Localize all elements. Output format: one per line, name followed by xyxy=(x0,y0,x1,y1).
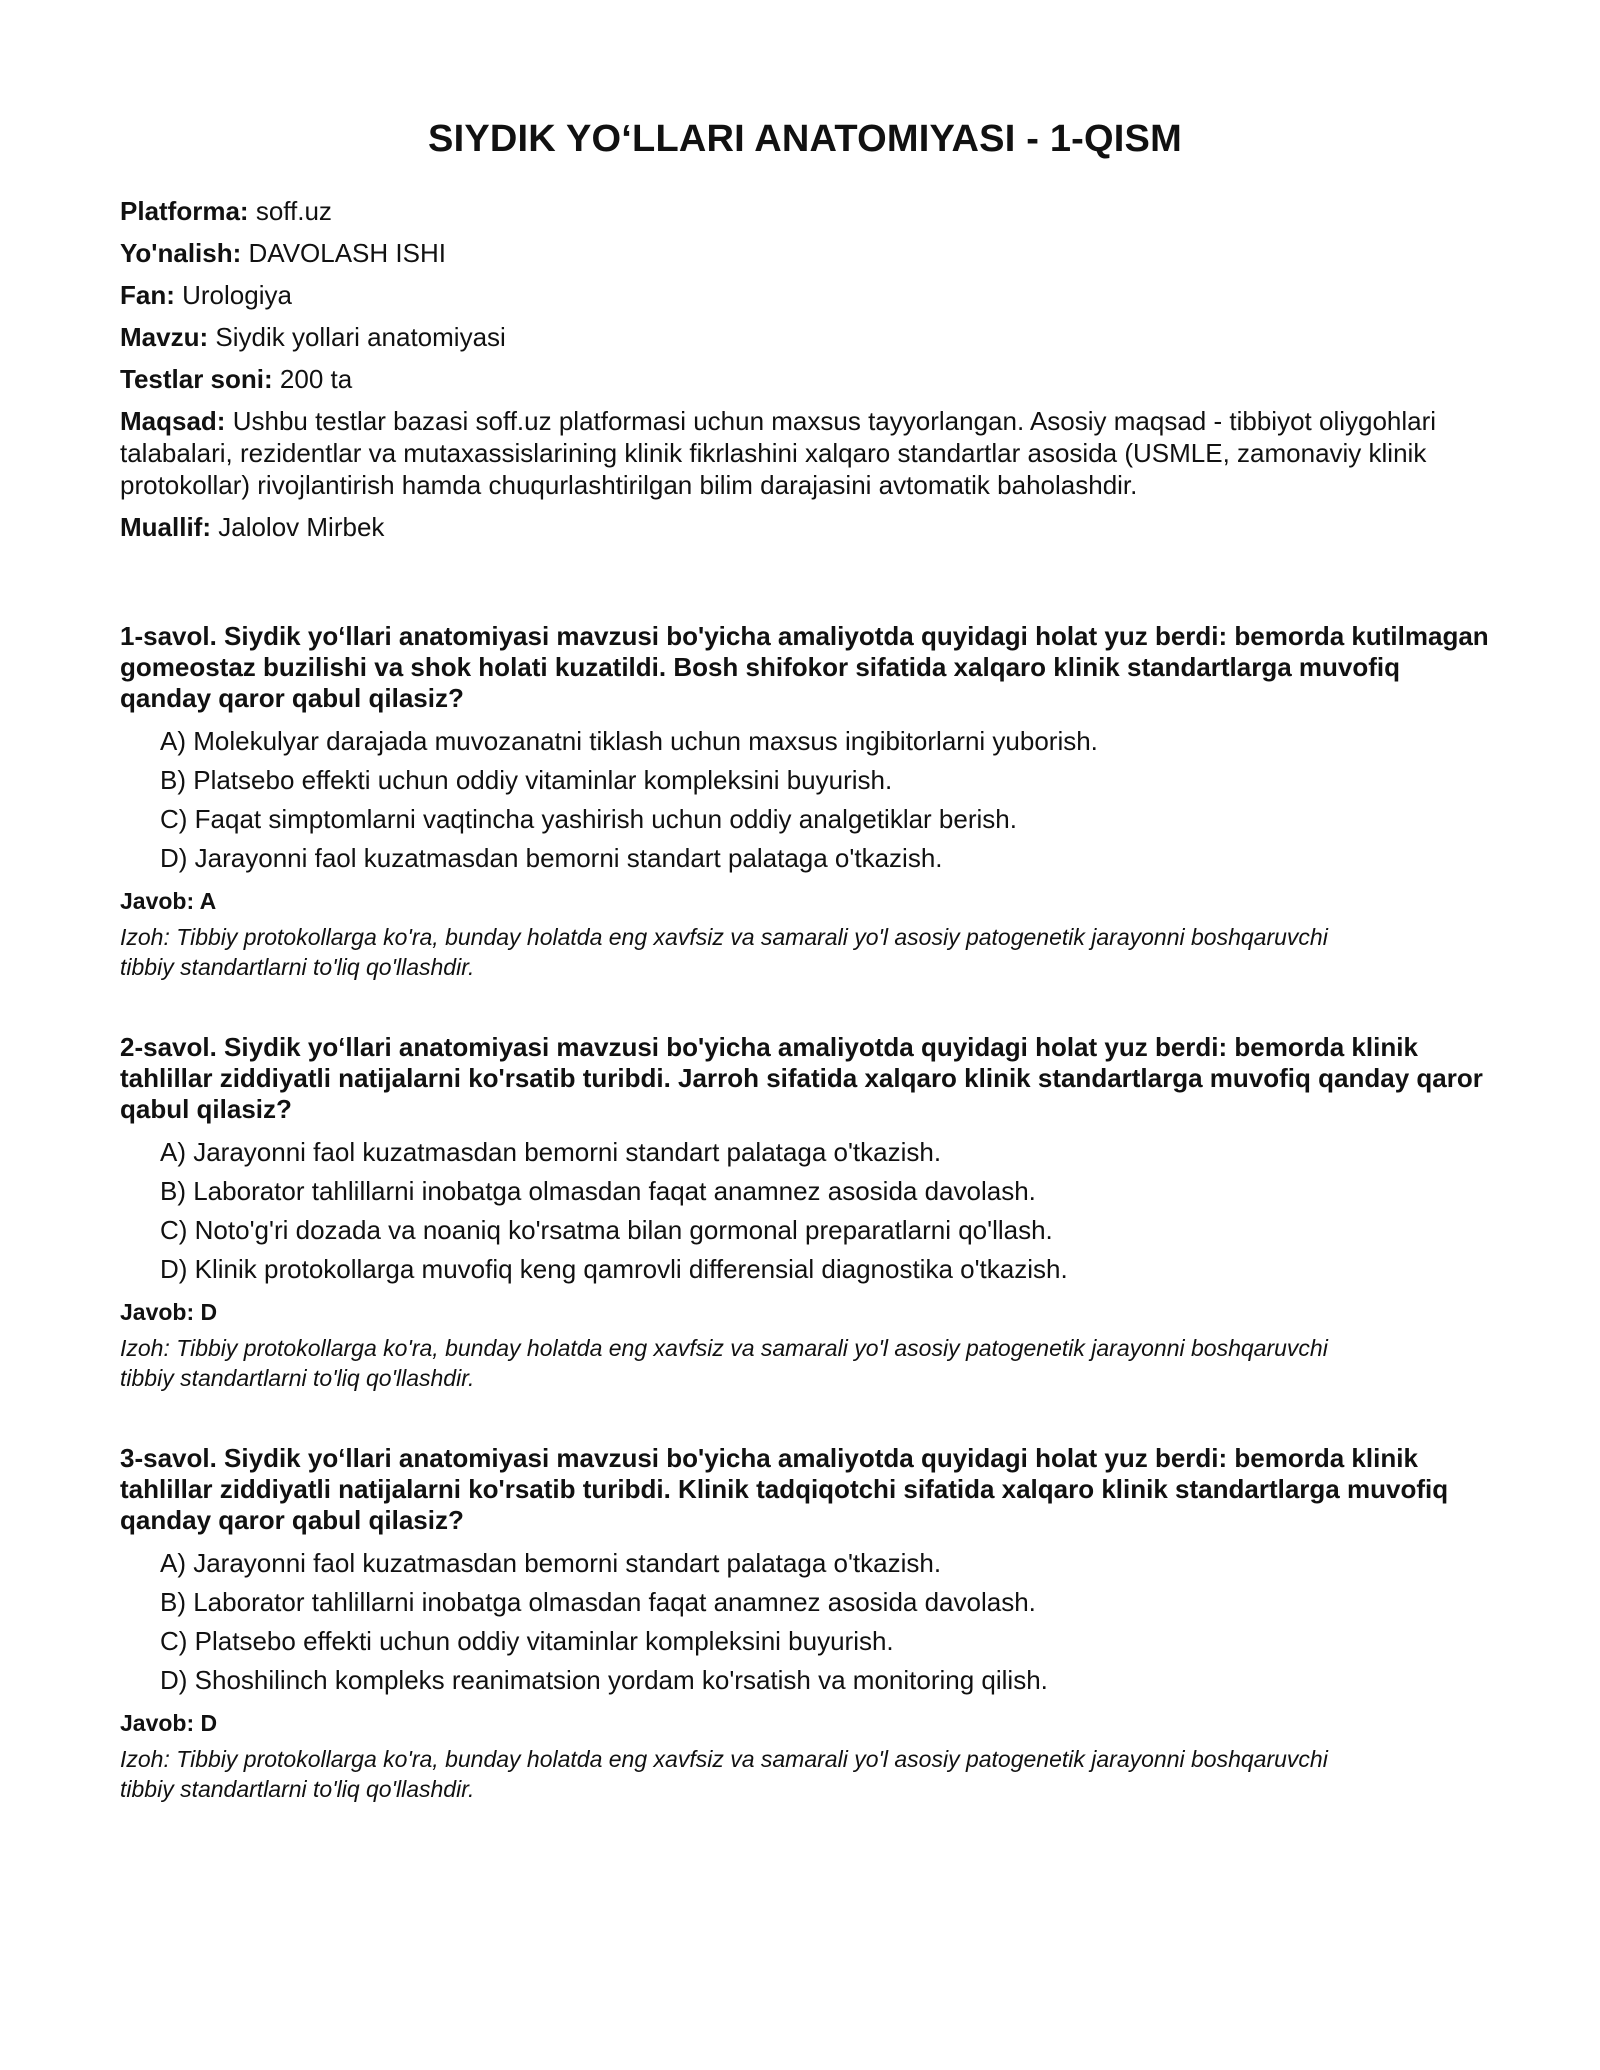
options-list xyxy=(120,1137,1490,1285)
meta-label: Fan: xyxy=(120,280,175,310)
explanation-text: Izoh: Tibbiy protokollarga ko'ra, bunday holatda eng xavfsiz va samarali yo'l asosiy patogenetik jarayonni boshqaruvchi tibbiy standartlarni to'liq qo'llashdir. xyxy=(120,924,1328,980)
meta-topic xyxy=(120,321,1490,353)
explanation-text: Izoh: Tibbiy protokollarga ko'ra, bunday holatda eng xavfsiz va samarali yo'l asosiy patogenetik jarayonni boshqaruvchi tibbiy standartlarni to'liq qo'llashdir. xyxy=(120,1746,1328,1802)
meta-label: Yo'nalish: xyxy=(120,238,242,268)
question-1 xyxy=(120,621,1490,982)
option-a: A) Molekulyar darajada muvozanatni tiklash uchun maxsus ingibitorlarni yuborish. xyxy=(160,726,1098,756)
option-b: B) Platsebo effekti uchun oddiy vitaminlar kompleksini buyurish. xyxy=(160,765,893,795)
option-d: D) Jarayonni faol kuzatmasdan bemorni standart palataga o'tkazish. xyxy=(160,843,943,873)
meta-value: 200 ta xyxy=(279,364,353,394)
meta-value: Jalolov Mirbek xyxy=(218,512,385,542)
answer-label: Javob: A xyxy=(120,888,217,914)
meta-direction xyxy=(120,237,1490,269)
meta-platform xyxy=(120,195,1490,227)
option-a: A) Jarayonni faol kuzatmasdan bemorni standart palataga o'tkazish. xyxy=(160,1137,942,1167)
answer-label: Javob: D xyxy=(120,1710,218,1736)
meta-label: Maqsad: xyxy=(120,406,226,436)
meta-label: Mavzu: xyxy=(120,322,209,352)
option-c: C) Platsebo effekti uchun oddiy vitaminlar kompleksini buyurish. xyxy=(160,1626,894,1656)
document-page xyxy=(120,118,1490,1854)
meta-value: Ushbu testlar bazasi soff.uz platformasi uchun maxsus tayyorlangan. Asosiy maqsad - tibbiyot oliygohlari talabalari, rezidentlar va mutaxassislarining klinik fikrlashini xalqaro standartlar asosida (USMLE, zamonaviy klinik protokollar) rivojlantirish hamda chuqurlashtirilgan bilim darajasini avtomatik baholashdir. xyxy=(120,406,1437,500)
question-text: 2-savol. Siydik yo‘llari anatomiyasi mavzusi bo'yicha amaliyotda quyidagi holat yuz berdi: bemorda klinik tahlillar ziddiyatli natijalarni ko'rsatib turibdi. Jarroh sifatida xalqaro klinik standartlarga muvofiq qanday qaror qabul qilasiz? xyxy=(120,1032,1483,1124)
option-d: D) Shoshilinch kompleks reanimatsion yordam ko'rsatish va monitoring qilish. xyxy=(160,1665,1048,1695)
option-b: B) Laborator tahlillarni inobatga olmasdan faqat anamnez asosida davolash. xyxy=(160,1176,1036,1206)
option-d: D) Klinik protokollarga muvofiq keng qamrovli differensial diagnostika o'tkazish. xyxy=(160,1254,1068,1284)
meta-value: Urologiya xyxy=(182,280,292,310)
meta-purpose xyxy=(120,405,1490,501)
meta-label: Testlar soni: xyxy=(120,364,273,394)
question-2 xyxy=(120,1032,1490,1393)
document-title: SIYDIK YO‘LLARI ANATOMIYASI - 1-QISM xyxy=(428,118,1182,160)
meta-subject xyxy=(120,279,1490,311)
option-c: C) Noto'g'ri dozada va noaniq ko'rsatma bilan gormonal preparatlarni qo'llash. xyxy=(160,1215,1053,1245)
question-text: 1-savol. Siydik yo‘llari anatomiyasi mavzusi bo'yicha amaliyotda quyidagi holat yuz berdi: bemorda kutilmagan gomeostaz buzilishi va shok holati kuzatildi. Bosh shifokor sifatida xalqaro klinik standartlarga muvofiq qanday qaror qabul qilasiz? xyxy=(120,621,1489,713)
options-list xyxy=(120,1548,1490,1696)
meta-section xyxy=(120,195,1490,543)
meta-author xyxy=(120,511,1490,543)
meta-value: DAVOLASH ISHI xyxy=(248,238,446,268)
options-list xyxy=(120,726,1490,874)
option-b: B) Laborator tahlillarni inobatga olmasdan faqat anamnez asosida davolash. xyxy=(160,1587,1036,1617)
explanation-text: Izoh: Tibbiy protokollarga ko'ra, bunday holatda eng xavfsiz va samarali yo'l asosiy patogenetik jarayonni boshqaruvchi tibbiy standartlarni to'liq qo'llashdir. xyxy=(120,1335,1328,1391)
meta-test-count xyxy=(120,363,1490,395)
meta-label: Muallif: xyxy=(120,512,211,542)
question-text: 3-savol. Siydik yo‘llari anatomiyasi mavzusi bo'yicha amaliyotda quyidagi holat yuz berdi: bemorda klinik tahlillar ziddiyatli natijalarni ko'rsatib turibdi. Klinik tadqiqotchi sifatida xalqaro klinik standartlarga muvofiq qanday qaror qabul qilasiz? xyxy=(120,1443,1449,1535)
question-3 xyxy=(120,1443,1490,1804)
meta-value: Siydik yollari anatomiyasi xyxy=(215,322,506,352)
option-c: C) Faqat simptomlarni vaqtincha yashirish uchun oddiy analgetiklar berish. xyxy=(160,804,1017,834)
option-a: A) Jarayonni faol kuzatmasdan bemorni standart palataga o'tkazish. xyxy=(160,1548,942,1578)
meta-label: Platforma: xyxy=(120,196,249,226)
meta-value: soff.uz xyxy=(255,196,332,226)
questions-section xyxy=(120,621,1490,1804)
answer-label: Javob: D xyxy=(120,1299,218,1325)
